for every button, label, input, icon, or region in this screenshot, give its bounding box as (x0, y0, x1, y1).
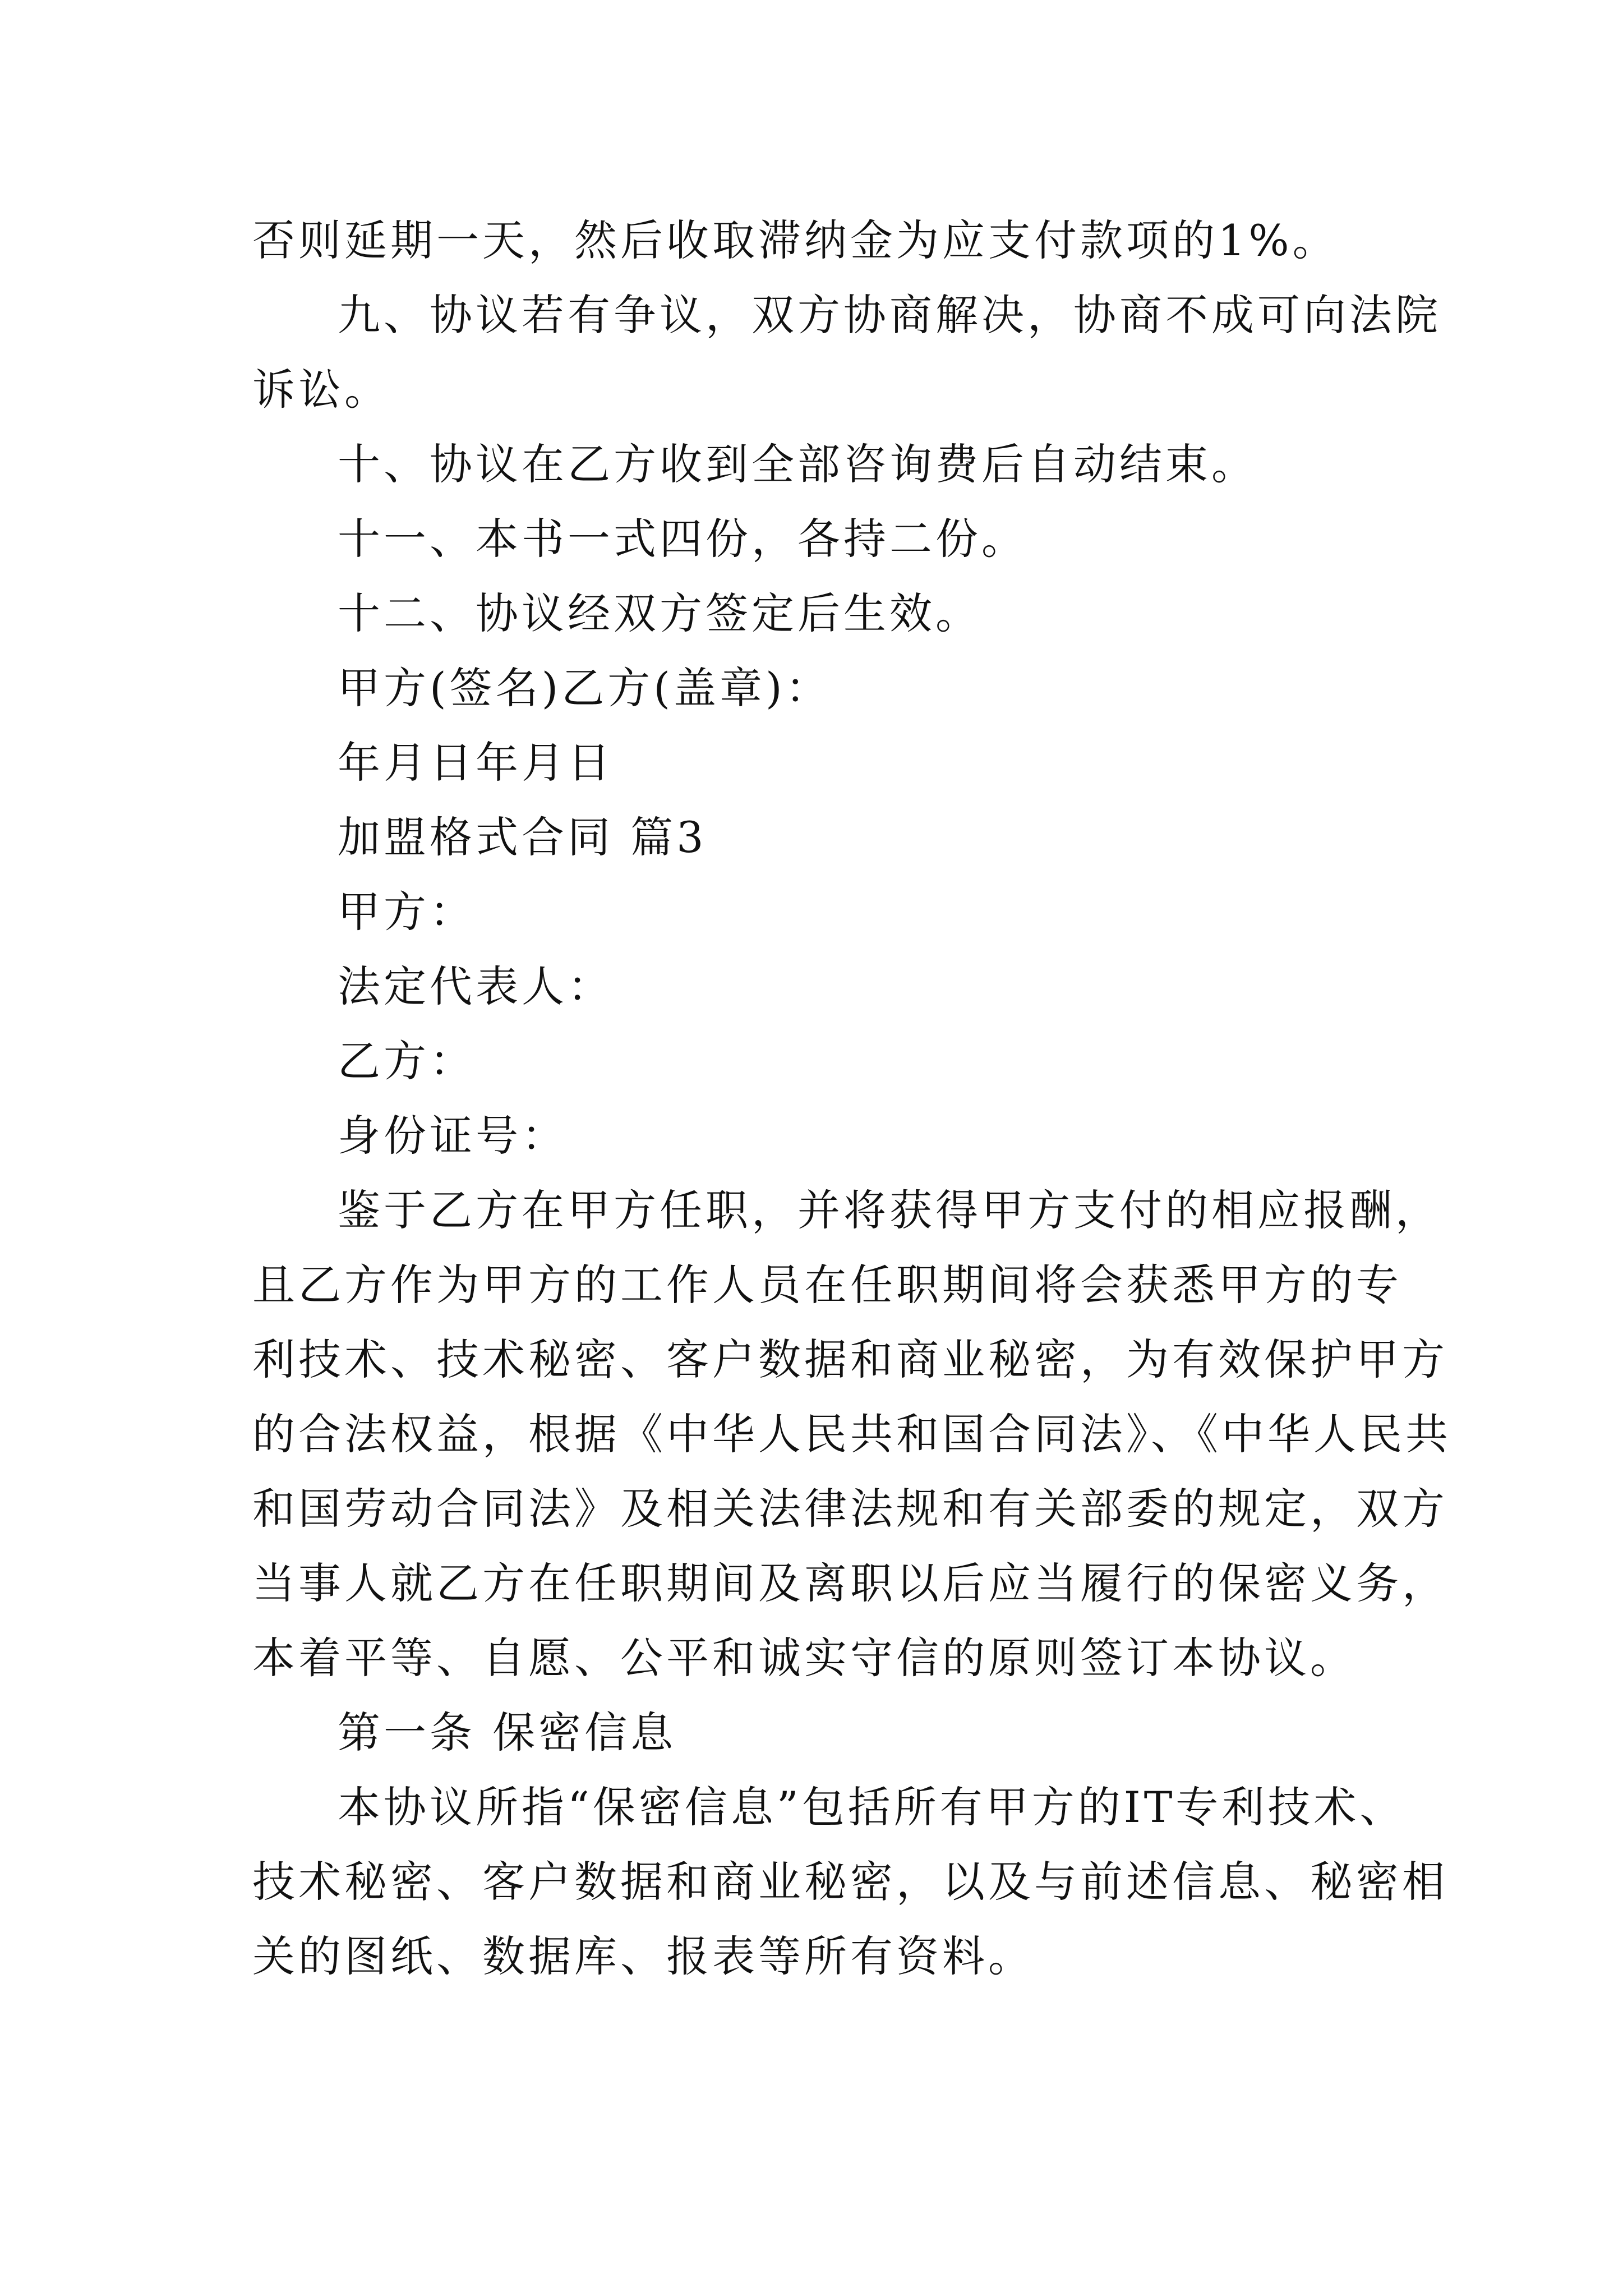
text-line: 关的图纸、数据库、报表等所有资料。 (252, 1931, 1034, 1981)
document-page (252, 203, 1451, 1994)
text-line: 十、协议在乙方收到全部咨询费后自动结束。 (338, 439, 1257, 489)
text-line: 且乙方作为甲方的工作人员在任职期间将会获悉甲方的专 (252, 1260, 1402, 1310)
article-heading: 第一条 保密信息 (338, 1708, 677, 1757)
text-line: 鉴于乙方在甲方任职，并将获得甲方支付的相应报酬， (338, 1185, 1441, 1235)
text-line: 九、协议若有争议，双方协商解决，协商不成可向法院 (338, 290, 1441, 340)
text-line: 十二、协议经双方签定后生效。 (338, 588, 981, 638)
party-b-line: 乙方： (338, 1036, 476, 1086)
text-line: 技术秘密、客户数据和商业秘密，以及与前述信息、秘密相 (252, 1857, 1448, 1907)
text-line: 本协议所指“保密信息”包括所有甲方的IT专利技术、 (338, 1782, 1406, 1832)
text-line: 否则延期一天，然后收取滞纳金为应支付款项的1%。 (252, 215, 1339, 265)
text-line: 本着平等、自愿、公平和诚实守信的原则签订本协议。 (252, 1633, 1356, 1683)
text-line: 的合法权益，根据《中华人民共和国合同法》、《中华人民共 (252, 1409, 1451, 1459)
legal-representative-line: 法定代表人： (338, 961, 614, 1011)
text-line: 利技术、技术秘密、客户数据和商业秘密，为有效保护甲方 (252, 1335, 1448, 1384)
text-line: 和国劳动合同法》及相关法律法规和有关部委的规定，双方 (252, 1484, 1448, 1534)
text-line: 十一、本书一式四份，各持二份。 (338, 514, 1027, 564)
text-line: 当事人就乙方在任职期间及离职以后应当履行的保密义务， (252, 1558, 1448, 1608)
date-line: 年月日年月日 (338, 738, 614, 788)
text-line: 诉讼。 (252, 365, 390, 415)
section-heading: 加盟格式合同 篇3 (338, 812, 707, 862)
party-a-line: 甲方： (338, 887, 476, 937)
id-number-line: 身份证号： (338, 1111, 568, 1161)
signature-line: 甲方(签名)乙方(盖章)： (338, 663, 832, 713)
